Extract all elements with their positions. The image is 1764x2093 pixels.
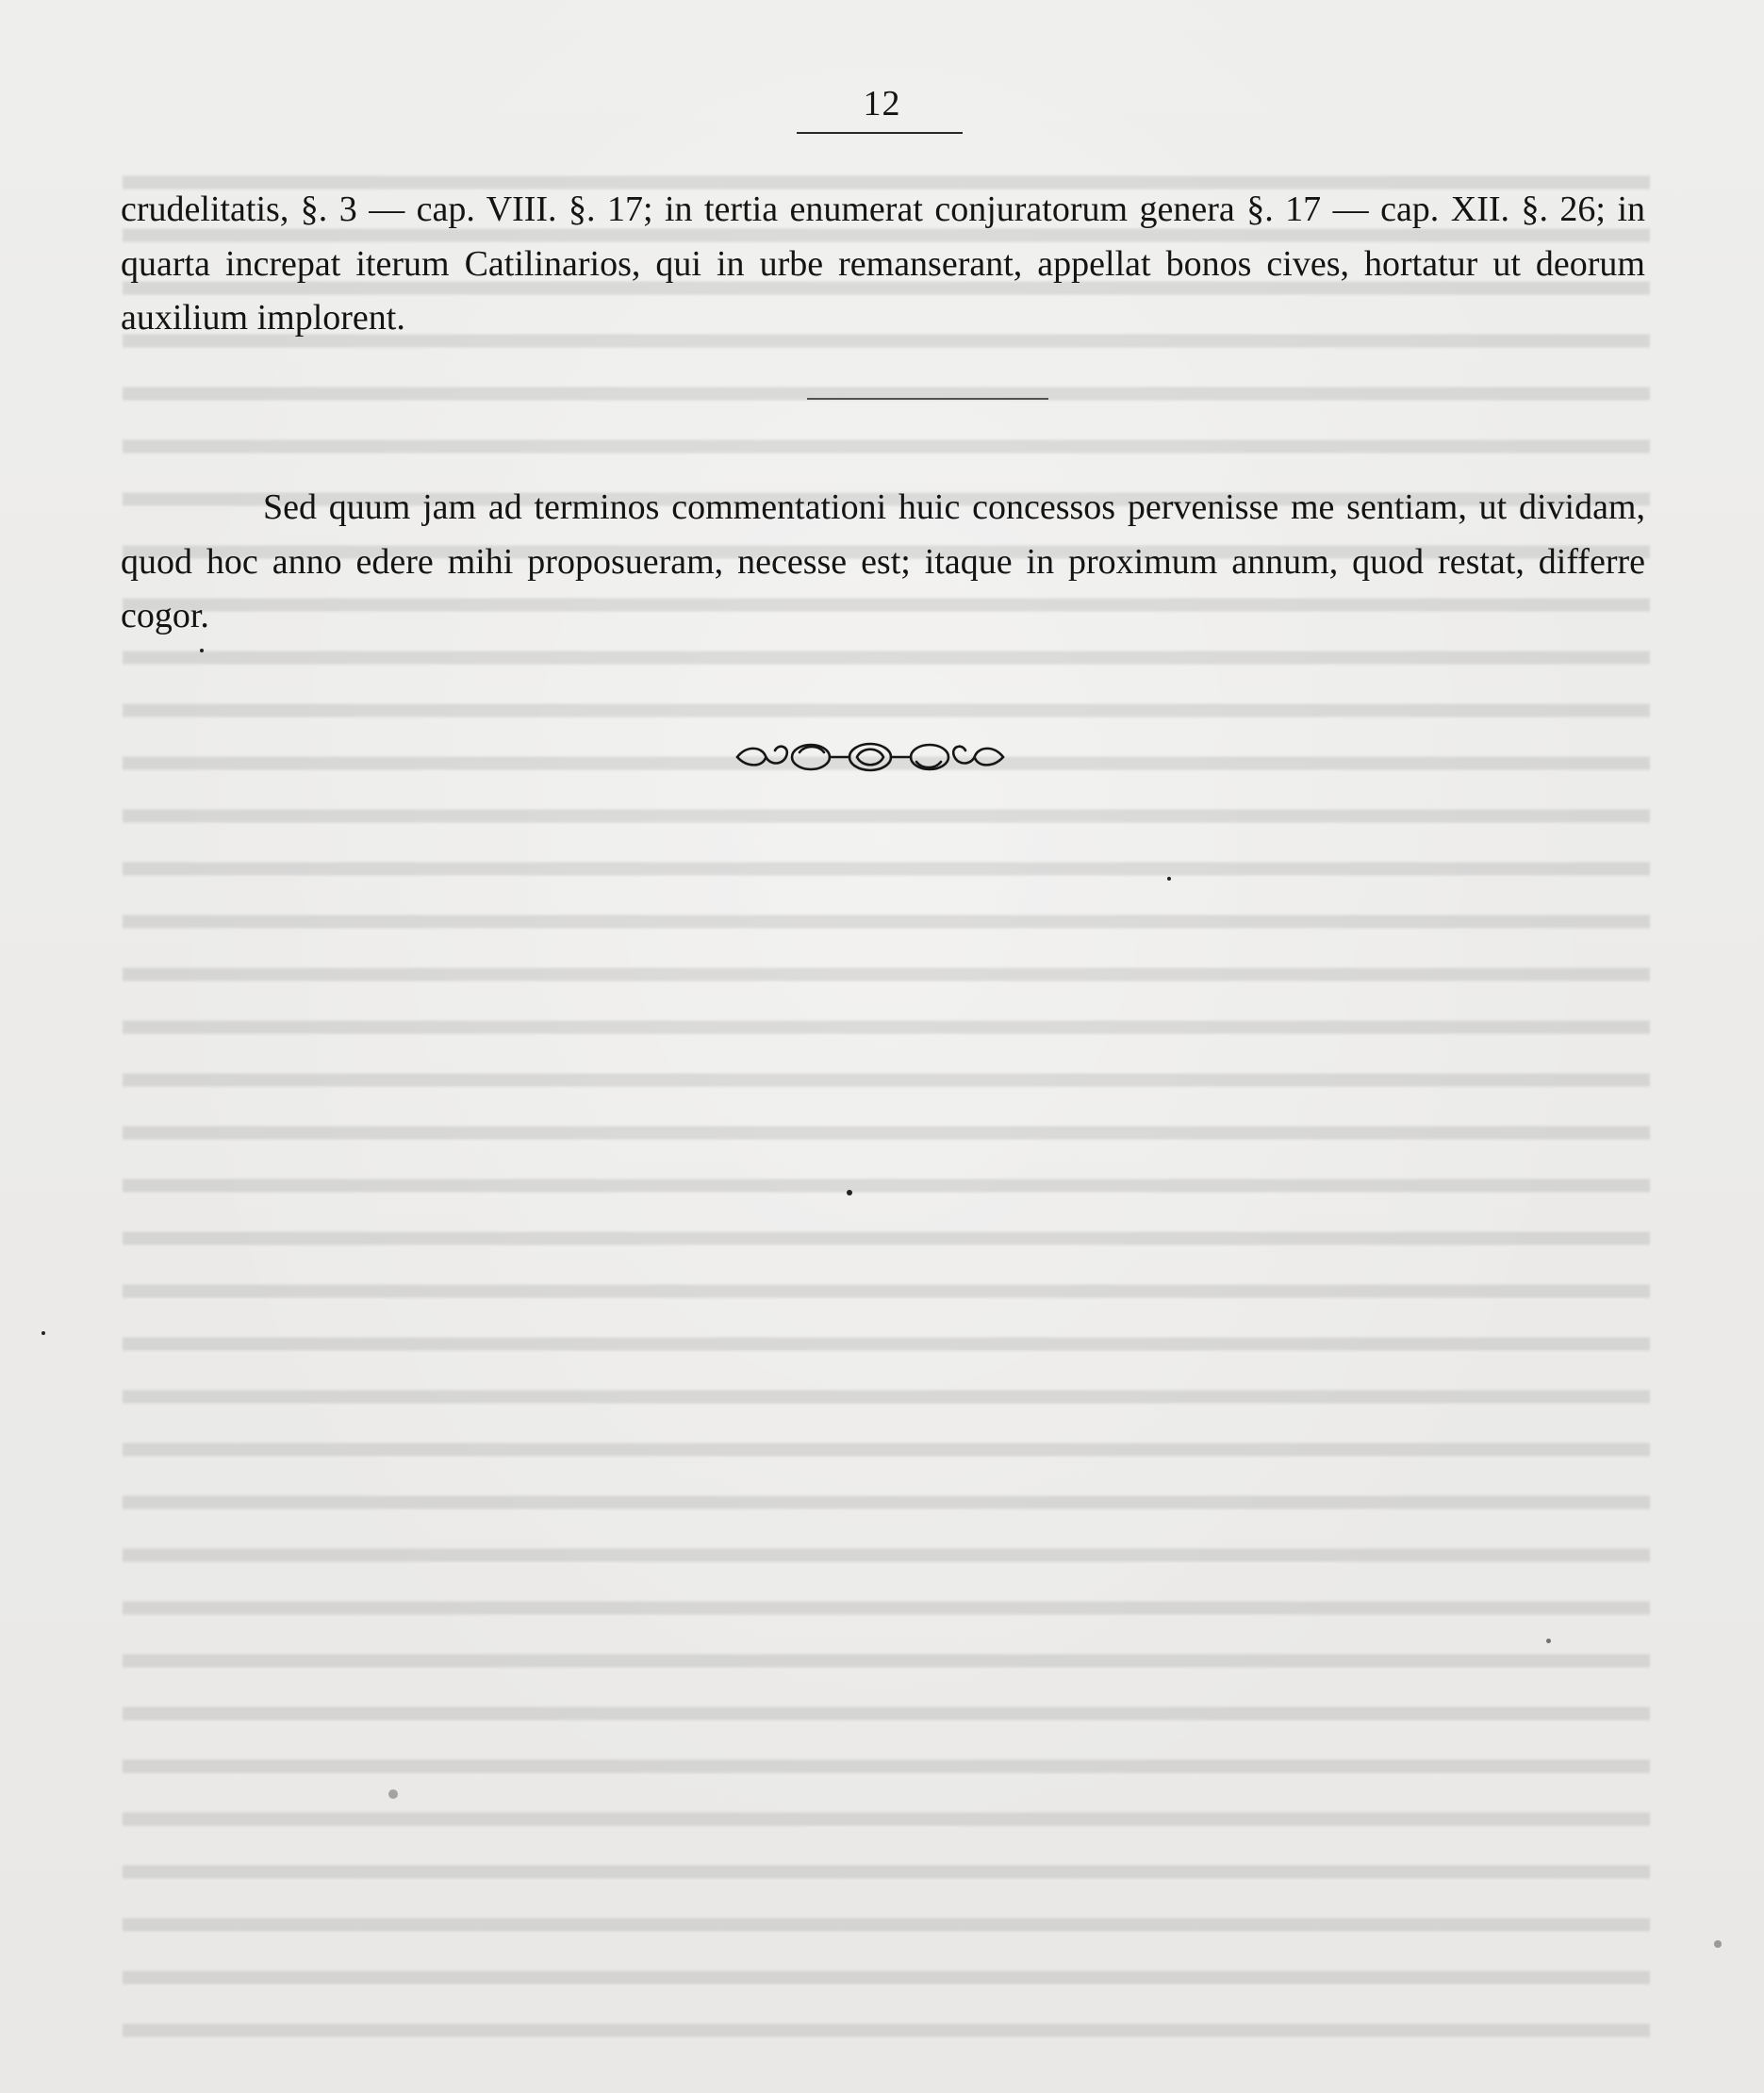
ink-speck [1714, 1940, 1722, 1948]
ink-speck [388, 1789, 398, 1799]
ink-speck [41, 1331, 45, 1335]
paragraph-2: Sed quum jam ad terminos commentationi huic concessos pervenisse me sentiam, ut dividam, quod hoc anno edere mihi proposueram, necesse est; itaque in proximum annum, quod restat, differre cogor. [121, 487, 1645, 635]
ink-speck [1546, 1639, 1551, 1643]
ink-speck [1167, 877, 1171, 881]
ink-speck [200, 649, 204, 652]
show-through-text [123, 151, 1650, 2055]
paragraph-1: crudelitatis, §. 3 — cap. VIII. §. 17; in tertia enumerat conjuratorum genera §. 17 — cap. XII. §. 26; in quarta increpat iterum Catilinarios, qui in urbe remanserant, appellat bonos cives, hortatur ut deorum auxilium implorent. [121, 190, 1645, 338]
scroll-ornament-icon [734, 735, 1007, 779]
header-rule [797, 132, 963, 134]
section-divider [807, 398, 1048, 400]
ink-speck [847, 1190, 852, 1195]
page-number: 12 [863, 84, 901, 124]
